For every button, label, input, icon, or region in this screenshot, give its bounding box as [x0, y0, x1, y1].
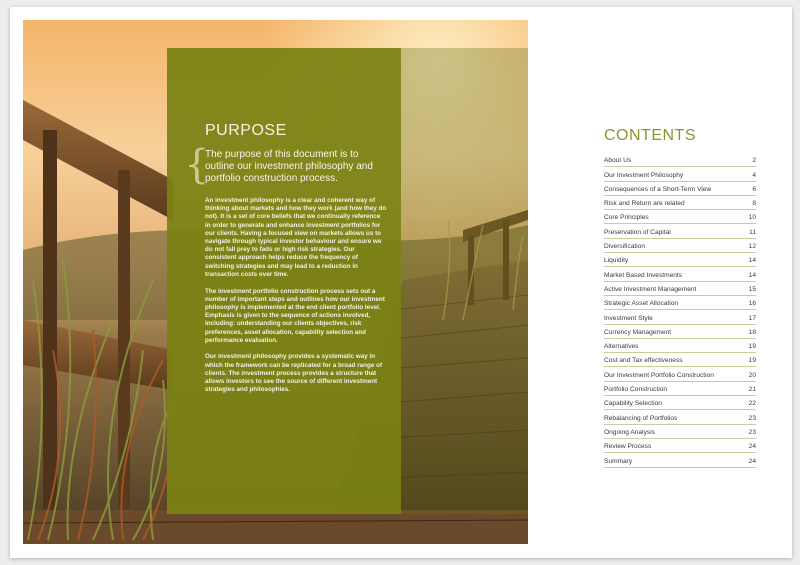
toc-entry-page: 22 — [748, 400, 756, 408]
toc-entry-page: 11 — [749, 228, 756, 236]
toc-entry-page: 10 — [748, 214, 756, 222]
toc-entry[interactable] — [604, 224, 756, 238]
toc-entry-label: Summary — [604, 457, 633, 465]
purpose-panel — [167, 48, 401, 514]
toc-entry-label: Strategic Asset Allocation — [604, 300, 679, 308]
toc-entry-page: 14 — [748, 257, 756, 265]
toc-entry-label: Rebalancing of Portfolios — [604, 414, 678, 422]
toc-entry-page: 21 — [748, 386, 756, 394]
toc-entry[interactable] — [604, 167, 756, 181]
toc-entry-label: Review Process — [604, 443, 652, 451]
purpose-lead-text: The purpose of this document is to outline our investment philosophy and portfolio construction process. — [205, 149, 373, 184]
toc-entry[interactable] — [604, 153, 756, 167]
toc-entry-page: 24 — [748, 443, 756, 451]
purpose-heading: PURPOSE — [205, 122, 287, 139]
left-page — [23, 20, 528, 544]
toc-entry-page: 19 — [748, 357, 756, 365]
photo-tint-overlay — [401, 48, 528, 514]
toc-entry-page: 2 — [752, 157, 756, 165]
toc-entry-label: Alternatives — [604, 343, 639, 351]
toc-entry-page: 19 — [748, 343, 756, 351]
toc-entry-page: 23 — [748, 414, 756, 422]
toc-entry-page: 17 — [748, 314, 756, 322]
brace-ornament-icon: { — [184, 142, 210, 188]
toc-entry-label: About Us — [604, 157, 632, 165]
toc-entry[interactable] — [604, 367, 756, 381]
toc-entry-label: Investment Style — [604, 314, 653, 322]
toc-entry[interactable] — [604, 296, 756, 310]
brochure-spread — [10, 7, 792, 558]
purpose-paragraph-3: Our investment philosophy provides a systematic way in which the framework can be replicated for a broad range of clients. The investment process provides a structure that allows investors to see the source of different investment strategies and philosophies. — [205, 353, 383, 394]
toc-entry-page: 18 — [748, 328, 756, 336]
toc-entry-label: Capability Selection — [604, 400, 662, 408]
toc-entry[interactable] — [604, 267, 756, 281]
toc-entry-label: Our Investment Portfolio Construction — [604, 371, 714, 379]
toc-entry[interactable] — [604, 282, 756, 296]
toc-entry[interactable] — [604, 382, 756, 396]
toc-entry[interactable] — [604, 196, 756, 210]
toc-entry-page: 6 — [752, 185, 756, 193]
toc-entry[interactable] — [604, 425, 756, 439]
toc-entry[interactable] — [604, 339, 756, 353]
toc-entry-label: Cost and Tax effectiveness — [604, 357, 683, 365]
toc-entry-page: 16 — [748, 300, 756, 308]
toc-entry[interactable] — [604, 410, 756, 424]
toc-entry-label: Core Principles — [604, 214, 649, 222]
toc-entry-label: Diversification — [604, 243, 646, 251]
toc-entry-label: Preservation of Capital — [604, 228, 671, 236]
toc-entry[interactable] — [604, 453, 756, 467]
purpose-paragraph-1: An investment philosophy is a clear and coherent way of thinking about markets and how they work (and how they do not). It is a set of core beliefs that we continually reference in order to generate and enhance investment portfolios for our clients. Having a focused view on markets allows us to navigate through typical investor behaviour and ensure we do not fall prey to fads or high risk strategies. Our consistent approach helps reduce the frequency of switching strategies and may lead to a reduction in transaction costs over time. — [205, 197, 387, 278]
toc-entry-label: Currency Management — [604, 328, 672, 336]
toc-entry-label: Risk and Return are related — [604, 200, 685, 208]
contents-heading: CONTENTS — [604, 127, 696, 144]
toc-entry-label: Active Investment Management — [604, 285, 697, 293]
toc-entry-page: 8 — [752, 200, 756, 208]
toc-entry-label: Portfolio Construction — [604, 386, 668, 394]
toc-entry[interactable] — [604, 182, 756, 196]
toc-entry-page: 4 — [752, 171, 756, 179]
toc-entry-page: 24 — [748, 457, 756, 465]
toc-entry-page: 23 — [748, 428, 756, 436]
table-of-contents — [604, 153, 756, 468]
toc-entry-label: Liquidity — [604, 257, 629, 265]
toc-entry[interactable] — [604, 310, 756, 324]
purpose-paragraph-2: The investment portfolio construction process sets out a number of important steps and outlines how our investment philosophy is implemented at the end client portfolio level. Emphasis is given to the sequence of actions involved, including: understanding our clients objectives, risk preferences, asset allocation, capability selection and performance evaluation. — [205, 287, 385, 344]
toc-entry[interactable] — [604, 325, 756, 339]
toc-entry-page: 14 — [748, 271, 756, 279]
toc-entry-page: 12 — [748, 243, 756, 251]
toc-entry[interactable] — [604, 396, 756, 410]
toc-entry[interactable] — [604, 353, 756, 367]
purpose-lead-block — [184, 142, 387, 188]
toc-entry[interactable] — [604, 439, 756, 453]
contents-section — [604, 127, 756, 468]
toc-entry-page: 20 — [748, 371, 756, 379]
toc-entry-label: Our Investment Philosophy — [604, 171, 684, 179]
toc-entry-label: Market Based Investments — [604, 271, 683, 279]
toc-entry-label: Ongoing Analysis — [604, 428, 655, 436]
toc-entry-page: 15 — [748, 285, 756, 293]
toc-entry-label: Consequences of a Short-Term View — [604, 185, 712, 193]
toc-entry[interactable] — [604, 239, 756, 253]
toc-entry[interactable] — [604, 253, 756, 267]
toc-entry[interactable] — [604, 210, 756, 224]
